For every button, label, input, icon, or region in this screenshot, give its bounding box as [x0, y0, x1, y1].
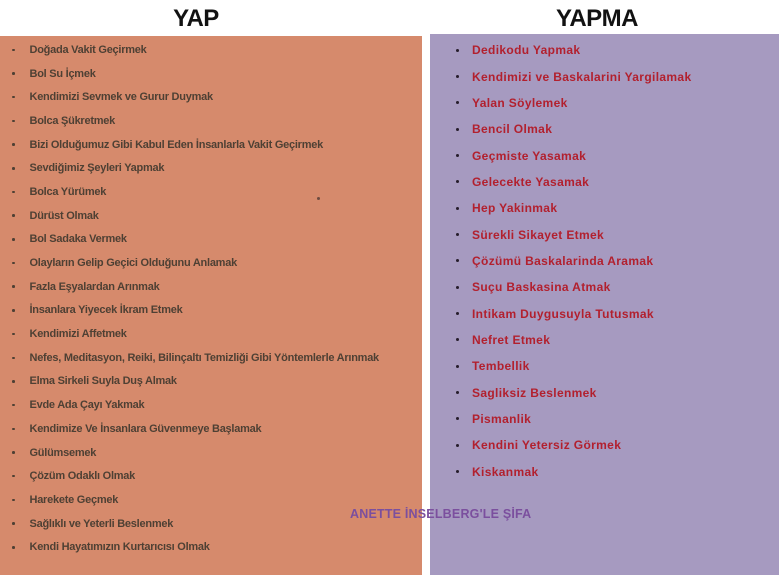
list-item-label: Çözüm Odaklı Olmak	[29, 470, 136, 483]
bullet-icon	[456, 259, 459, 262]
list-item-label: Bol Su İçmek	[29, 67, 96, 80]
list-item	[12, 204, 422, 228]
list-item	[12, 535, 422, 559]
list-item	[456, 142, 779, 168]
list-item	[456, 300, 779, 326]
bullet-icon	[12, 167, 15, 170]
list-item	[456, 327, 779, 353]
list-item-label: Fazla Eşyalardan Arınmak	[29, 280, 160, 293]
list-item-label: Kendi Hayatımızın Kurtarıcısı Olmak	[29, 541, 210, 554]
list-item-label: Kendimizi Sevmek ve Gurur Duymak	[29, 91, 213, 104]
list-item	[456, 169, 779, 195]
list-item-label: Bolca Şükretmek	[29, 114, 116, 127]
list-item	[12, 322, 422, 346]
do-list	[0, 36, 422, 559]
list-item	[456, 63, 779, 89]
list-item-label: Kendimizi ve Baskalarini Yargilamak	[472, 69, 692, 84]
list-item	[12, 133, 422, 157]
bullet-icon	[12, 72, 15, 75]
list-item	[456, 459, 779, 485]
list-item-label: Elma Sirkeli Suyla Duş Almak	[29, 375, 177, 388]
bullet-icon	[12, 120, 15, 123]
bullet-icon	[456, 286, 459, 289]
list-item-label: Nefes, Meditasyon, Reiki, Bilinçaltı Temizliği Gibi Yöntemlerle Arınmak	[29, 351, 379, 364]
list-item-label: Bol Sadaka Vermek	[29, 233, 127, 246]
bullet-icon	[12, 238, 15, 241]
stray-dot-artifact	[317, 197, 320, 200]
bullet-icon	[456, 180, 459, 183]
list-item-label: Sagliksiz Beslenmek	[472, 385, 597, 400]
bullet-icon	[456, 470, 459, 473]
list-item-label: Kendini Yetersiz Görmek	[472, 438, 622, 453]
bullet-icon	[456, 417, 459, 420]
bullet-icon	[12, 309, 15, 312]
list-item	[12, 228, 422, 252]
footer-credit: ANETTE İNSELBERG'LE ŞİFA	[350, 507, 532, 521]
list-item	[12, 299, 422, 323]
bullet-icon	[12, 404, 15, 407]
list-item-label: Çözümü Baskalarinda Aramak	[472, 253, 654, 268]
bullet-icon	[12, 499, 15, 502]
bullet-icon	[12, 380, 15, 383]
list-item	[456, 432, 779, 458]
bullet-icon	[12, 214, 15, 217]
list-item	[456, 248, 779, 274]
bullet-icon	[456, 207, 459, 210]
list-item-label: Olayların Gelip Geçici Olduğunu Anlamak	[29, 257, 237, 270]
list-item-label: İnsanlara Yiyecek İkram Etmek	[29, 304, 183, 317]
bullet-icon	[456, 444, 459, 447]
bullet-icon	[12, 451, 15, 454]
list-item	[12, 85, 422, 109]
list-item-label: Doğada Vakit Geçirmek	[29, 43, 147, 56]
list-item	[12, 251, 422, 275]
list-item-label: Geçmiste Yasamak	[472, 148, 587, 163]
list-item-label: Dürüst Olmak	[29, 209, 99, 222]
list-item	[456, 116, 779, 142]
list-item-label: Dedikodu Yapmak	[472, 43, 581, 58]
dont-list	[430, 34, 779, 485]
bullet-icon	[456, 233, 459, 236]
list-item	[12, 180, 422, 204]
dont-column	[430, 34, 779, 575]
bullet-icon	[12, 546, 15, 549]
list-item	[12, 464, 422, 488]
list-item	[12, 346, 422, 370]
list-item-label: Bizi Olduğumuz Gibi Kabul Eden İnsanlarla Vakit Geçirmek	[29, 138, 323, 151]
list-item-label: Tembellik	[472, 359, 530, 374]
list-item	[12, 38, 422, 62]
list-item	[456, 406, 779, 432]
list-item	[12, 62, 422, 86]
bullet-icon	[12, 428, 15, 431]
bullet-icon	[456, 312, 459, 315]
list-item-label: Sağlıklı ve Yeterli Beslenmek	[29, 517, 174, 530]
column-divider	[422, 34, 430, 575]
bullet-icon	[456, 128, 459, 131]
bullet-icon	[12, 49, 15, 52]
bullet-icon	[12, 96, 15, 99]
list-item-label: Kendimize Ve İnsanlara Güvenmeye Başlamak	[29, 422, 262, 435]
bullet-icon	[12, 285, 15, 288]
list-item	[12, 109, 422, 133]
bullet-icon	[456, 154, 459, 157]
list-item-label: Bolca Yürümek	[29, 185, 107, 198]
bullet-icon	[12, 475, 15, 478]
list-item	[456, 274, 779, 300]
list-item	[12, 275, 422, 299]
list-item-label: Nefret Etmek	[472, 332, 551, 347]
list-item-label: Hep Yakinmak	[472, 201, 558, 216]
do-column	[0, 36, 422, 575]
dont-column-title: YAPMA	[556, 5, 638, 32]
list-item-label: Pismanlik	[472, 411, 532, 426]
list-item	[456, 353, 779, 379]
list-item-label: Evde Ada Çayı Yakmak	[29, 399, 145, 412]
list-item-label: Suçu Baskasina Atmak	[472, 280, 611, 295]
bullet-icon	[12, 357, 15, 360]
bullet-icon	[456, 391, 459, 394]
list-item	[456, 221, 779, 247]
list-item-label: Sürekli Sikayet Etmek	[472, 227, 605, 242]
list-item-label: Intikam Duygusuyla Tutusmak	[472, 306, 654, 321]
list-item-label: Bencil Olmak	[472, 122, 553, 137]
list-item-label: Gülümsemek	[29, 446, 97, 459]
bullet-icon	[456, 49, 459, 52]
bullet-icon	[456, 75, 459, 78]
bullet-icon	[12, 522, 15, 525]
list-item	[456, 379, 779, 405]
list-item	[12, 393, 422, 417]
list-item	[12, 441, 422, 465]
bullet-icon	[12, 262, 15, 265]
bullet-icon	[12, 191, 15, 194]
bullet-icon	[12, 333, 15, 336]
list-item	[12, 370, 422, 394]
list-item	[12, 417, 422, 441]
do-column-title: YAP	[173, 5, 219, 32]
list-item	[456, 37, 779, 63]
list-item-label: Kendimizi Affetmek	[29, 328, 127, 341]
list-item	[456, 195, 779, 221]
list-item-label: Sevdiğimiz Şeyleri Yapmak	[29, 162, 165, 175]
list-item-label: Harekete Geçmek	[29, 493, 119, 506]
list-item-label: Kiskanmak	[472, 464, 539, 479]
list-item	[12, 156, 422, 180]
bullet-icon	[456, 365, 459, 368]
list-item	[456, 90, 779, 116]
bullet-icon	[456, 338, 459, 341]
bullet-icon	[12, 143, 15, 146]
bullet-icon	[456, 101, 459, 104]
list-item-label: Yalan Söylemek	[472, 95, 568, 110]
list-item-label: Gelecekte Yasamak	[472, 174, 590, 189]
